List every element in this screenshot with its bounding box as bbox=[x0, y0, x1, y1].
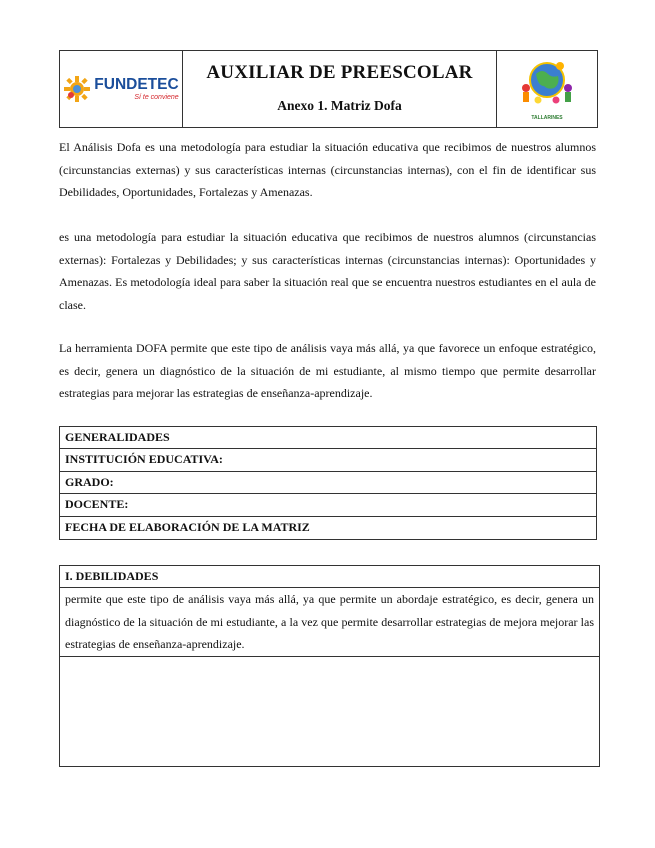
fundetec-tagline: Sí te conviene bbox=[134, 93, 179, 101]
header-title-cell bbox=[183, 51, 497, 127]
debilidades-description: permite que este tipo de análisis vaya más allá, ya que permite un abordaje estratégico, es decir, genera un diagnóstico de la situación de mi estudiante, a la vez que permite desarrollar estrategias de mejora mejorar las estrategias de enseñanza-aprendizaje. bbox=[60, 588, 599, 657]
fundetec-logo bbox=[63, 75, 178, 103]
debilidades-table bbox=[59, 565, 600, 767]
generalidades-heading: GENERALIDADES bbox=[60, 427, 596, 449]
intro-paragraph-3: La herramienta DOFA permite que este tipo de análisis vaya más allá, ya que favorece un enfoque estratégico, es decir, genera un diagnóstico de la situación de mi estudiante, al mismo tiempo que permite desarrollar estrategias para mejorar las estrategias de enseñanza-aprendizaje. bbox=[59, 341, 596, 400]
fundetec-wordmark: FUNDETEC bbox=[94, 76, 179, 94]
school-logo bbox=[518, 58, 576, 121]
intro-paragraph-2: es una metodología para estudiar la situación educativa que recibimos de nuestros alumnos (circunstancias externas): Fortalezas y Debilidades; y sus características internas (circunstancias internas): Oportunidades y Amenazas. Es metodología ideal para saber la situación real que se encuentra nuestros estudiantes en el aula de clase. bbox=[59, 230, 596, 312]
generalidades-table bbox=[59, 426, 597, 540]
school-logo-caption: TALLARINES bbox=[531, 114, 563, 121]
debilidades-heading: I. DEBILIDADES bbox=[60, 566, 599, 588]
sun-gear-icon bbox=[63, 75, 91, 103]
intro-paragraph-1: El Análisis Dofa es una metodología para estudiar la situación educativa que recibimos de nuestros alumnos (circunstancias externas) y sus características internas (circunstancias internas), con el fin de identificar sus Debilidades, Oportunidades, Fortalezas y Amenazas. bbox=[59, 140, 596, 199]
debilidades-answer-area[interactable] bbox=[60, 657, 599, 765]
document-header bbox=[59, 50, 598, 128]
institucion-field[interactable]: INSTITUCIÓN EDUCATIVA: bbox=[60, 449, 596, 471]
document-subtitle: Anexo 1. Matriz Dofa bbox=[277, 98, 402, 113]
children-globe-icon bbox=[518, 58, 576, 112]
fundetec-logo-cell bbox=[60, 51, 183, 127]
school-logo-cell bbox=[497, 51, 597, 127]
grado-field[interactable]: GRADO: bbox=[60, 472, 596, 494]
fecha-elaboracion-field[interactable]: FECHA DE ELABORACIÓN DE LA MATRIZ bbox=[65, 519, 310, 534]
docente-field[interactable]: DOCENTE: bbox=[60, 494, 596, 516]
document-title: AUXILIAR DE PREESCOLAR bbox=[206, 62, 473, 83]
